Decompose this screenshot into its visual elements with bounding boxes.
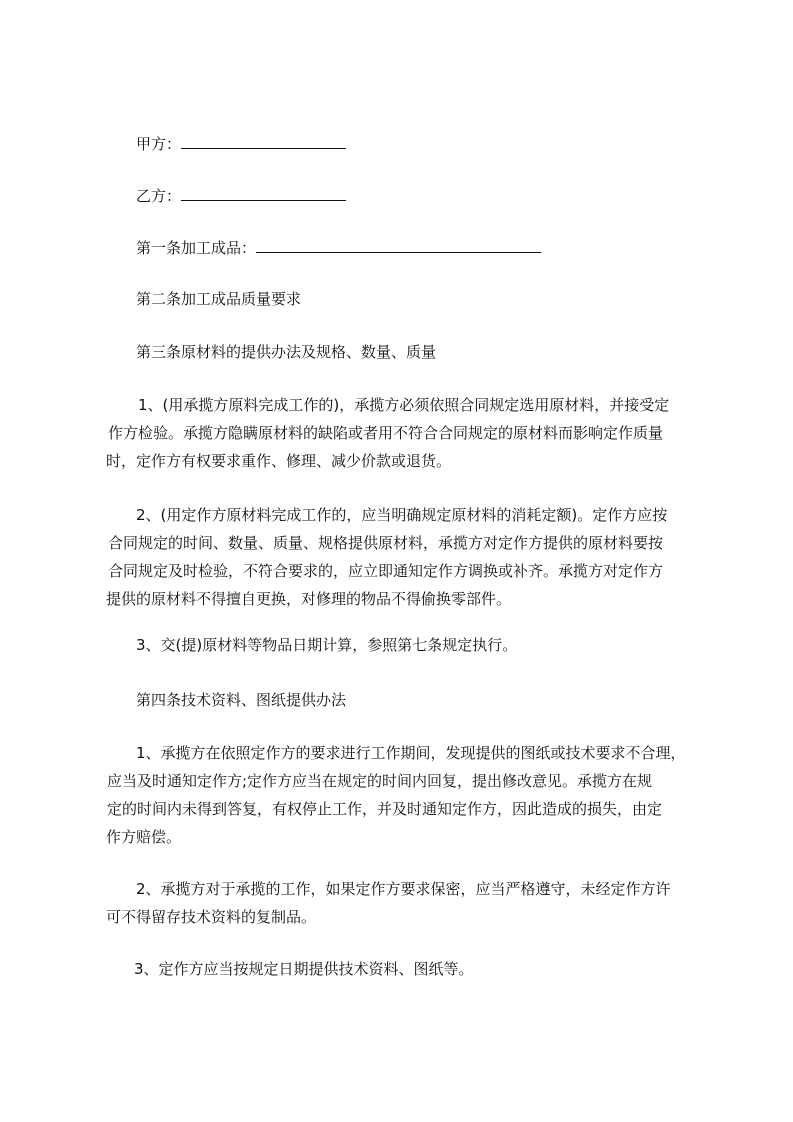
paragraph-line: 1、(用承揽方原料完成工作的)，承揽方必须依照合同规定选用原材料，并接受定 [138,396,670,414]
article3-title: 第三条原材料的提供办法及规格、数量、质量 [136,343,437,361]
paragraph-line: 时，定作方有权要求重作、修理、减少价款或退货。 [106,452,452,470]
paragraph-line: 作方检验。承揽方隐瞒原材料的缺陷或者用不符合合同规定的原材料而影响定作质量 [108,424,664,442]
party-a-label: 甲方： [136,135,182,153]
article4-title: 第四条技术资料、图纸提供办法 [136,691,347,709]
article2-title: 第二条加工成品质量要求 [136,290,302,308]
party-a-blank[interactable] [181,134,346,149]
party-b-line [136,186,346,205]
paragraph-line: 2、(用定作方原材料完成工作的，应当明确规定原材料的消耗定额)。定作方应按 [136,506,668,524]
paragraph-line: 3、交(提)原材料等物品日期计算，参照第七条规定执行。 [136,636,518,654]
paragraph-line: 应当及时通知定作方;定作方应当在规定的时间内回复，提出修改意见。承揽方在规 [107,772,653,790]
article1-label: 第一条加工成品： [136,239,257,257]
paragraph-line: 提供的原材料不得擅自更换，对修理的物品不得偷换零部件。 [106,590,512,608]
paragraph-line: 合同规定及时检验，不符合要求的，应立即通知定作方调换或补齐。承揽方对定作方 [108,562,664,580]
paragraph-line: 定的时间内未得到答复，有权停止工作，并及时通知定作方，因此造成的损失，由定 [107,800,663,818]
party-b-label: 乙方： [136,187,182,205]
party-b-blank[interactable] [181,186,346,201]
paragraph-line: 作方赔偿。 [106,828,182,846]
paragraph-line: 可不得留存技术资料的复制品。 [106,908,317,926]
paragraph-line: 2、承揽方对于承揽的工作，如果定作方要求保密，应当严格遵守，未经定作方许 [136,880,671,898]
paragraph-line: 1、承揽方在依照定作方的要求进行工作期间，发现提供的图纸或技术要求不合理， [136,744,686,762]
paragraph-line: 合同规定的时间、数量、质量、规格提供原材料，承揽方对定作方提供的原材料要按 [108,534,664,552]
article1-blank[interactable] [256,238,541,253]
party-a-line [136,134,346,153]
article1-line [136,238,541,257]
paragraph-line: 3、定作方应当按规定日期提供技术资料、图纸等。 [134,960,474,978]
